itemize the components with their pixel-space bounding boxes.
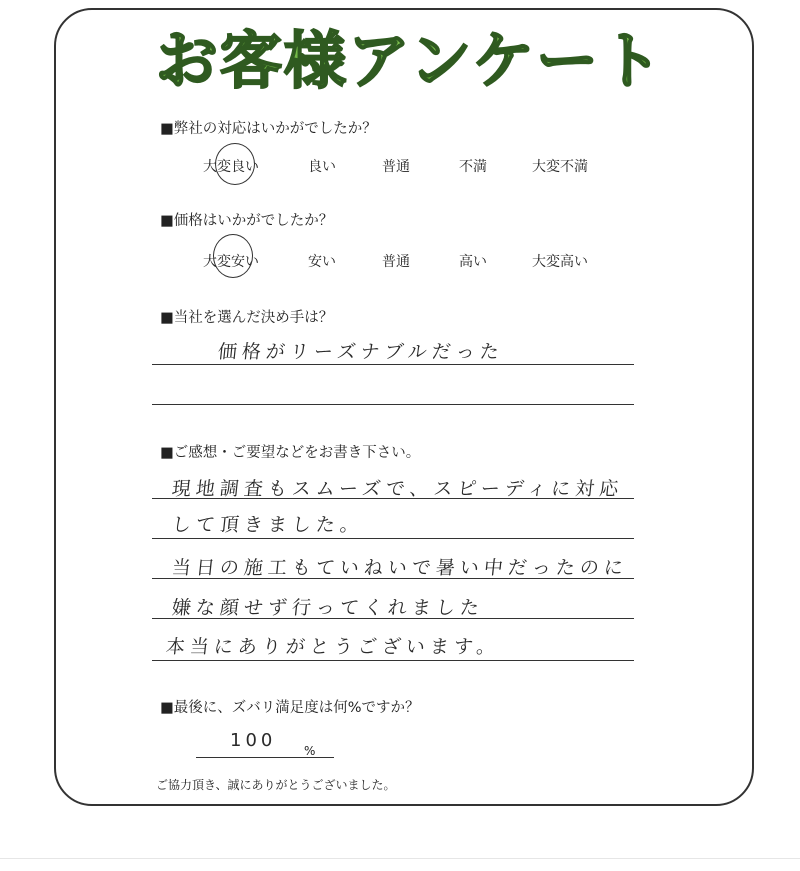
q4-answer-line-1[interactable]: 現地調査もスムーズで、スピーディに対応 xyxy=(170,478,625,500)
q3-answer[interactable]: 価格がリーズナブルだった xyxy=(216,341,505,363)
q2-selected-circle xyxy=(213,234,253,278)
q2-option-4[interactable]: 高い xyxy=(459,254,487,270)
q1-option-1[interactable]: 大変良い xyxy=(203,159,259,175)
q2-option-2[interactable]: 安い xyxy=(308,254,336,270)
q1-question: ■弊社の対応はいかがでしたか？ xyxy=(160,121,377,137)
q4-answer-line-3[interactable]: 当日の施工もていねいで暑い中だったのに xyxy=(170,557,630,579)
survey-title-text: お客様アンケート xyxy=(155,24,665,97)
survey-frame xyxy=(54,8,754,806)
q1-option-3[interactable]: 普通 xyxy=(382,159,410,175)
q4-rule-3 xyxy=(152,578,634,579)
q1-selected-circle xyxy=(215,143,255,185)
q3-question: ■当社を選んだ決め手は？ xyxy=(160,310,334,326)
q1-option-5[interactable]: 大変不満 xyxy=(532,159,588,175)
q1-option-4[interactable]: 不満 xyxy=(459,159,487,175)
footer-thanks: ご協力頂き、誠にありがとうございました。 xyxy=(156,778,396,792)
q4-question: ■ご感想・ご要望などをお書き下さい。 xyxy=(160,445,421,461)
q3-answer-line-2 xyxy=(152,404,634,405)
q4-rule-5 xyxy=(152,660,634,661)
survey-title-graphic xyxy=(138,18,683,98)
q1-option-2[interactable]: 良い xyxy=(308,159,336,175)
survey-title xyxy=(138,18,683,98)
q4-answer-line-2[interactable]: して頂きました。 xyxy=(170,514,366,536)
q3-answer-line-1 xyxy=(152,364,634,365)
q5-answer-line xyxy=(196,757,334,758)
q2-option-1[interactable]: 大変安い xyxy=(203,254,259,270)
q2-question: ■価格はいかがでしたか？ xyxy=(160,213,334,229)
q5-unit: % xyxy=(304,744,316,758)
page-bottom-divider xyxy=(0,858,800,859)
q4-rule-2 xyxy=(152,538,634,539)
q4-rule-4 xyxy=(152,618,634,619)
q4-answer-line-4[interactable]: 嫌な顔せず行ってくれました xyxy=(170,597,486,619)
q4-answer-line-5[interactable]: 本当にありがとうございます。 xyxy=(164,636,502,658)
q2-option-3[interactable]: 普通 xyxy=(382,254,410,270)
q2-option-5[interactable]: 大変高い xyxy=(532,254,588,270)
q5-question: ■最後に、ズバリ満足度は何%ですか？ xyxy=(160,700,420,716)
q5-answer[interactable]: 100 xyxy=(230,730,277,751)
q4-rule-1 xyxy=(152,498,634,499)
